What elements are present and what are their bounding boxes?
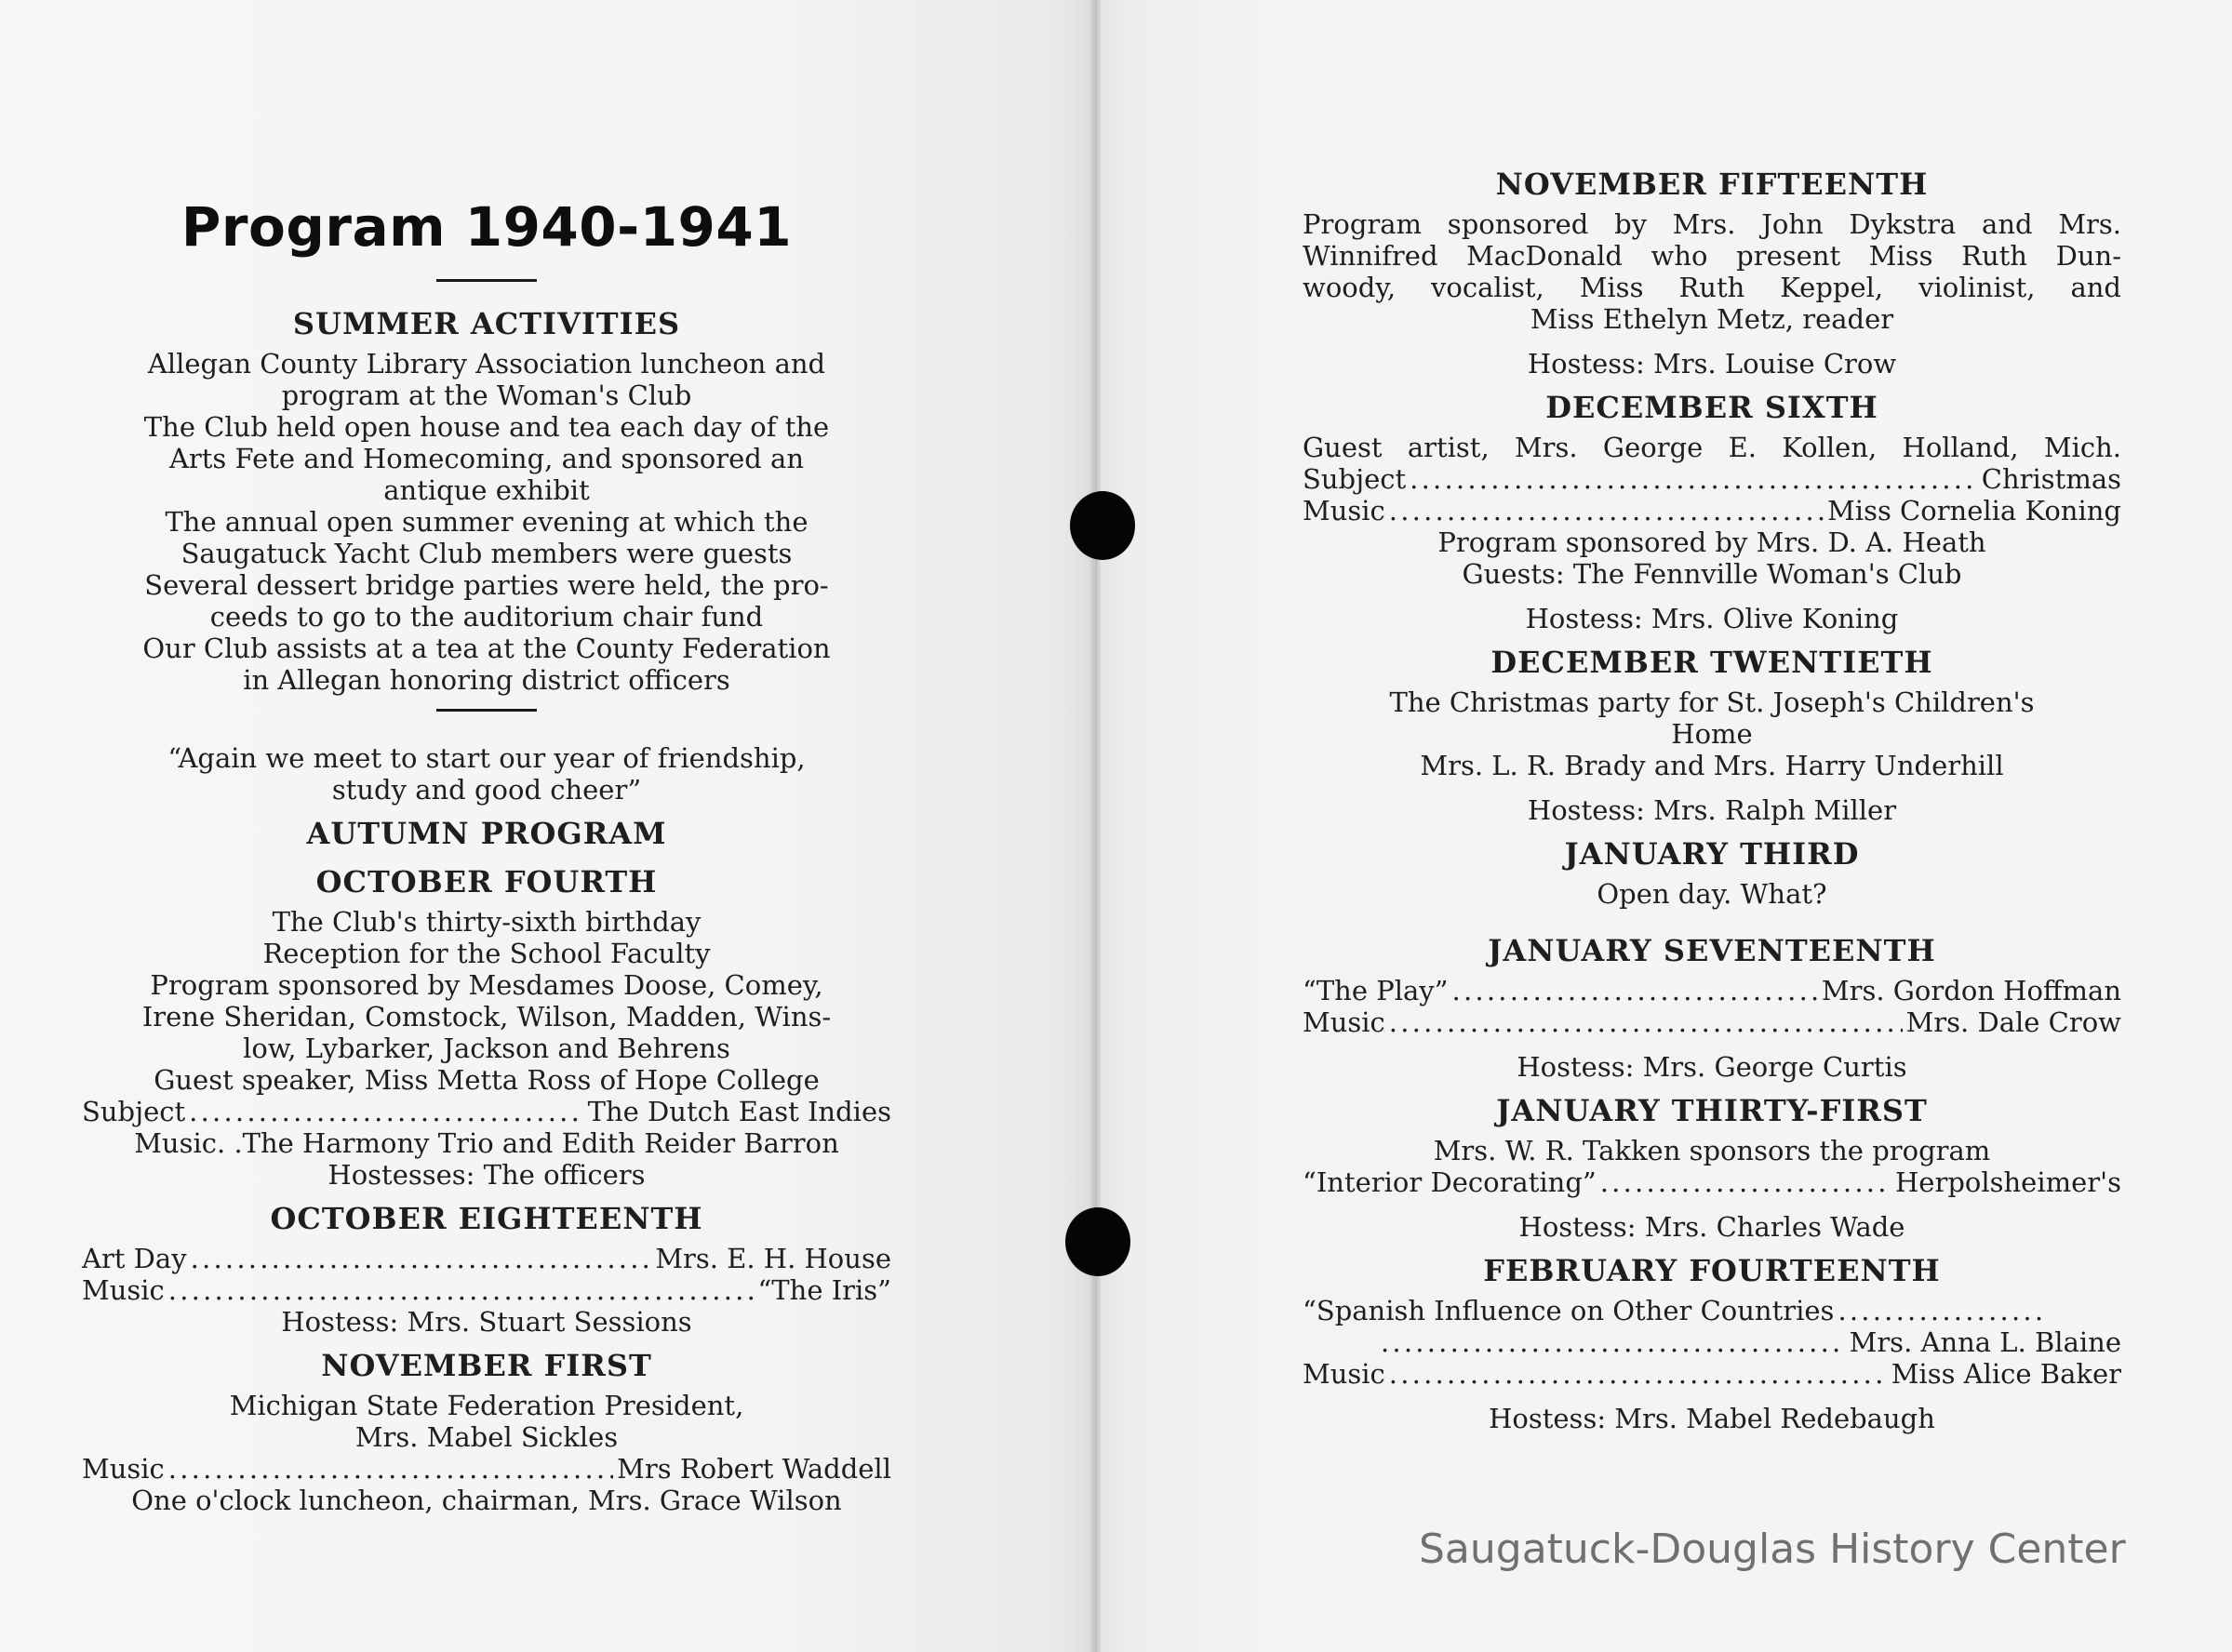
text-line: The Christmas party for St. Joseph's Children's: [1389, 686, 2035, 718]
leader-dots: [1838, 1295, 2043, 1326]
art-day-row: [82, 1243, 891, 1274]
music-row: [1303, 1006, 2121, 1038]
subject-row: [1303, 463, 2121, 495]
music-row: [1303, 1358, 2121, 1390]
leader-dots: [1389, 495, 1824, 526]
text-line: Irene Sheridan, Comstock, Wilson, Madden, Wins-: [141, 1001, 832, 1032]
topic-label: “Interior Decorating”: [1303, 1166, 1597, 1198]
music-line: Music. .The Harmony Trio and Edith Reider Barron: [134, 1127, 839, 1159]
spacer: [1303, 910, 2121, 923]
hostess-line: Hostess: Mrs. George Curtis: [1517, 1051, 1907, 1083]
topic-row: [1303, 1166, 2121, 1198]
watermark: Saugatuck-Douglas History Center: [1419, 1525, 2126, 1573]
left-content: [82, 296, 891, 1516]
feb14-heading: FEBRUARY FOURTEENTH: [1483, 1253, 1941, 1288]
oct18-heading: OCTOBER EIGHTEENTH: [270, 1201, 703, 1236]
leader-dots: [1381, 1326, 1846, 1358]
binding-hole: [1070, 491, 1135, 560]
summer-heading: SUMMER ACTIVITIES: [292, 306, 681, 341]
art-day-value: Mrs. E. H. House: [655, 1243, 891, 1274]
text-line: Our Club assists at a tea at the County Federation: [142, 633, 831, 664]
music-label: Music: [82, 1274, 165, 1306]
text-line: Arts Fete and Homecoming, and sponsored an: [168, 443, 805, 474]
music-value: Mrs. Dale Crow: [1905, 1006, 2121, 1038]
section-rule: [436, 709, 537, 712]
text-line: Open day. What?: [1597, 878, 1827, 910]
leader-dots: [1410, 463, 1978, 495]
jan31-heading: JANUARY THIRTY-FIRST: [1496, 1093, 1928, 1128]
hostess-line: Hostess: Mrs. Charles Wade: [1518, 1211, 1905, 1243]
text-line: Allegan County Library Association luncheon and: [147, 348, 826, 380]
text-line: antique exhibit: [383, 474, 590, 506]
text-line: Miss Ethelyn Metz, reader: [1530, 303, 1894, 335]
music-label: Music: [82, 1453, 165, 1485]
play-label: “The Play”: [1303, 975, 1449, 1006]
title-rule: [436, 279, 537, 282]
play-value: Mrs. Gordon Hoffman: [1821, 975, 2121, 1006]
right-content: [1303, 156, 2121, 1434]
text-line: The annual open summer evening at which the: [165, 506, 809, 538]
quote-line: study and good cheer”: [331, 774, 642, 806]
music-value: Miss Cornelia Koning: [1827, 495, 2121, 526]
text-line: program at the Woman's Club: [281, 380, 692, 411]
topic-value: Herpolsheimer's: [1895, 1166, 2121, 1198]
text-line: Mrs. Mabel Sickles: [354, 1421, 619, 1453]
text-line: Saugatuck Yacht Club members were guests: [180, 538, 793, 569]
program-title: Program 1940-1941: [180, 195, 793, 259]
oct4-heading: OCTOBER FOURTH: [315, 864, 658, 899]
text-line: Winnifred MacDonald who present Miss Ruth Dun-: [1303, 240, 2121, 272]
subject-value: The Dutch East Indies: [587, 1096, 891, 1127]
leader-dots: [168, 1453, 613, 1485]
text-line: Guest speaker, Miss Metta Ross of Hope College: [154, 1064, 820, 1096]
quote-line: “Again we meet to start our year of friendship,: [167, 742, 806, 774]
music-label: Music: [1303, 1006, 1385, 1038]
page-fold: [1089, 0, 1102, 1652]
text-line: Mrs. L. R. Brady and Mrs. Harry Underhill: [1420, 750, 2004, 781]
leader-dots: [1452, 975, 1818, 1006]
text-line: Program sponsored by Mrs. D. A. Heath: [1437, 526, 1986, 558]
music-value: Miss Alice Baker: [1891, 1358, 2121, 1390]
text-line: Program sponsored by Mrs. John Dykstra and Mrs.: [1303, 208, 2121, 240]
music-row: [82, 1453, 891, 1485]
text-line: Guests: The Fennville Woman's Club: [1462, 558, 1962, 590]
leader-dots: [1600, 1166, 1891, 1198]
leader-dots: [168, 1274, 755, 1306]
nov1-heading: NOVEMBER FIRST: [321, 1348, 652, 1383]
hostess-line: Hostess: Mrs. Olive Koning: [1525, 603, 1899, 634]
music-label: Music: [1303, 1358, 1385, 1390]
text-line: The Club's thirty-sixth birthday: [272, 906, 702, 938]
topic-row: [1303, 1295, 2121, 1326]
hostess-line: Hostesses: The officers: [327, 1159, 646, 1191]
hostess-line: Hostess: Mrs. Stuart Sessions: [281, 1306, 692, 1338]
text-line: woody, vocalist, Miss Ruth Keppel, violinist, and: [1303, 272, 2121, 303]
text-line: The Club held open house and tea each day of the: [143, 411, 830, 443]
music-row: [82, 1274, 891, 1306]
text-line: ceeds to go to the auditorium chair fund: [209, 601, 764, 633]
text-line: Mrs. W. R. Takken sponsors the program: [1433, 1135, 1991, 1166]
music-row: [1303, 495, 2121, 526]
text-line: Several dessert bridge parties were held, the pro-: [144, 569, 829, 601]
luncheon-line: One o'clock luncheon, chairman, Mrs. Grace Wilson: [131, 1485, 842, 1516]
play-row: [1303, 975, 2121, 1006]
hostess-line: Hostess: Mrs. Ralph Miller: [1527, 794, 1897, 826]
topic-label: “Spanish Influence on Other Countries: [1303, 1295, 1835, 1326]
subject-label: Subject: [1303, 463, 1407, 495]
text-line: Program sponsored by Mesdames Doose, Comey,: [150, 969, 823, 1001]
music-value: “The Iris”: [757, 1274, 891, 1306]
text-line: Home: [1671, 718, 1753, 750]
leader-dots: [1389, 1006, 1903, 1038]
topic-value-row: [1303, 1326, 2121, 1358]
art-day-label: Art Day: [82, 1243, 187, 1274]
text-line: low, Lybarker, Jackson and Behrens: [243, 1032, 730, 1064]
left-column: [82, 0, 891, 1652]
text-line: in Allegan honoring district officers: [243, 664, 730, 696]
jan17-heading: JANUARY SEVENTEENTH: [1488, 933, 1936, 968]
nov15-heading: NOVEMBER FIFTEENTH: [1495, 167, 1929, 202]
leader-dots: [1389, 1358, 1888, 1390]
binding-hole: [1065, 1207, 1130, 1276]
right-column: [1303, 0, 2121, 1652]
leader-dots: [189, 1096, 583, 1127]
music-value: Mrs Robert Waddell: [617, 1453, 891, 1485]
leader-dots: [191, 1243, 652, 1274]
subject-label: Subject: [82, 1096, 186, 1127]
text-line: Reception for the School Faculty: [262, 938, 711, 969]
topic-value: Mrs. Anna L. Blaine: [1849, 1326, 2121, 1358]
subject-row: [82, 1096, 891, 1127]
hostess-line: Hostess: Mrs. Mabel Redebaugh: [1489, 1403, 1935, 1434]
dec20-heading: DECEMBER TWENTIETH: [1490, 645, 1933, 680]
text-line: Michigan State Federation President,: [229, 1390, 744, 1421]
jan3-heading: JANUARY THIRD: [1564, 836, 1860, 872]
subject-value: Christmas: [1981, 463, 2121, 495]
guest-line: Guest artist, Mrs. George E. Kollen, Holland, Mich.: [1303, 432, 2121, 463]
music-label: Music: [1303, 495, 1385, 526]
hostess-line: Hostess: Mrs. Louise Crow: [1527, 348, 1897, 380]
autumn-heading: AUTUMN PROGRAM: [306, 816, 667, 851]
dec6-heading: DECEMBER SIXTH: [1545, 390, 1878, 425]
